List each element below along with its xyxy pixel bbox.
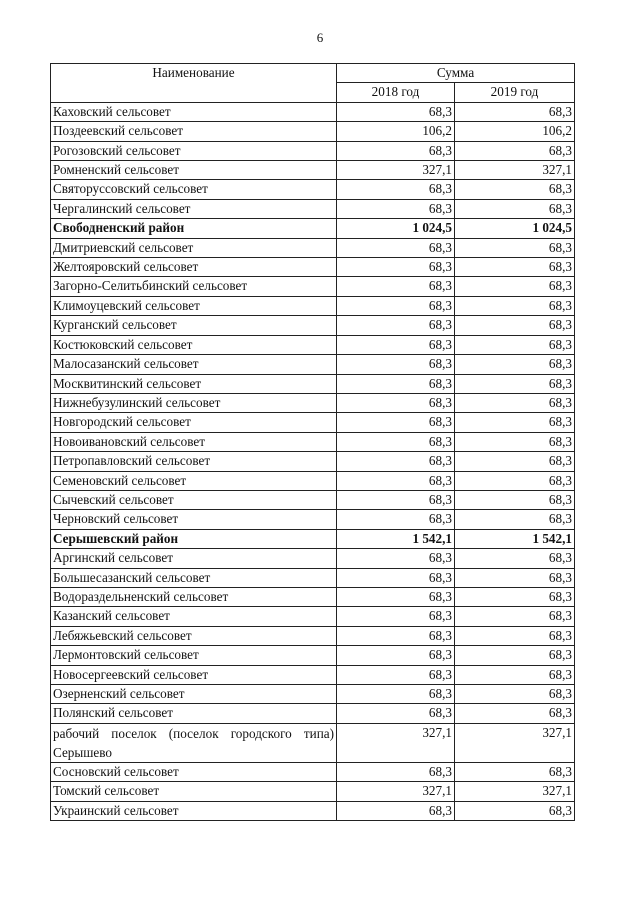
row-name-cell: Каховский сельсовет <box>51 102 337 121</box>
row-2018-cell: 68,3 <box>337 685 455 704</box>
row-2019-cell: 327,1 <box>455 723 575 762</box>
row-2018-cell: 327,1 <box>337 782 455 801</box>
row-2018-cell: 68,3 <box>337 471 455 490</box>
table-row <box>51 723 575 762</box>
table-row <box>51 199 575 218</box>
row-2019-cell: 68,3 <box>455 316 575 335</box>
row-2019-cell: 68,3 <box>455 102 575 121</box>
table-row <box>51 432 575 451</box>
row-2019-cell: 68,3 <box>455 704 575 723</box>
row-2019-cell: 68,3 <box>455 510 575 529</box>
row-2018-cell: 68,3 <box>337 452 455 471</box>
district-total-row <box>51 529 575 548</box>
table-row <box>51 626 575 645</box>
row-name-cell: Большесазанский сельсовет <box>51 568 337 587</box>
row-2018-cell: 68,3 <box>337 490 455 509</box>
row-2018-cell: 68,3 <box>337 762 455 781</box>
row-name-cell: Курганский сельсовет <box>51 316 337 335</box>
row-2018-cell: 68,3 <box>337 102 455 121</box>
row-2019-cell: 1 542,1 <box>455 529 575 548</box>
row-name-cell: Поздеевский сельсовет <box>51 122 337 141</box>
row-2018-cell: 68,3 <box>337 374 455 393</box>
row-name-cell: Лебяжьевский сельсовет <box>51 626 337 645</box>
header-sum: Сумма <box>337 64 575 83</box>
table-row <box>51 471 575 490</box>
row-2018-cell: 68,3 <box>337 607 455 626</box>
row-2018-cell: 106,2 <box>337 122 455 141</box>
row-name-cell: Полянский сельсовет <box>51 704 337 723</box>
row-2019-cell: 327,1 <box>455 161 575 180</box>
row-2018-cell: 68,3 <box>337 316 455 335</box>
row-2018-cell: 68,3 <box>337 277 455 296</box>
row-2019-cell: 68,3 <box>455 413 575 432</box>
table-row <box>51 782 575 801</box>
row-name-cell: Костюковский сельсовет <box>51 335 337 354</box>
row-name-cell: Москвитинский сельсовет <box>51 374 337 393</box>
row-2019-cell: 68,3 <box>455 587 575 606</box>
table-row <box>51 762 575 781</box>
header-name: Наименование <box>51 64 337 103</box>
row-2019-cell: 68,3 <box>455 335 575 354</box>
row-2019-cell: 68,3 <box>455 762 575 781</box>
budget-table <box>50 63 575 821</box>
row-2019-cell: 68,3 <box>455 801 575 820</box>
header-year-2018: 2018 год <box>337 83 455 102</box>
row-2019-cell: 68,3 <box>455 549 575 568</box>
row-2018-cell: 68,3 <box>337 510 455 529</box>
row-2018-cell: 68,3 <box>337 646 455 665</box>
row-2018-cell: 327,1 <box>337 161 455 180</box>
table-row <box>51 704 575 723</box>
row-name-cell: Загорно-Селитьбинский сельсовет <box>51 277 337 296</box>
row-name-cell: Рогозовский сельсовет <box>51 141 337 160</box>
table-row <box>51 607 575 626</box>
table-row <box>51 646 575 665</box>
row-2018-cell: 68,3 <box>337 549 455 568</box>
row-2018-cell: 68,3 <box>337 238 455 257</box>
row-2019-cell: 68,3 <box>455 490 575 509</box>
row-2019-cell: 68,3 <box>455 355 575 374</box>
row-2018-cell: 1 024,5 <box>337 219 455 238</box>
row-2018-cell: 68,3 <box>337 704 455 723</box>
row-2018-cell: 327,1 <box>337 723 455 762</box>
row-2018-cell: 68,3 <box>337 393 455 412</box>
row-name-cell: Чергалинский сельсовет <box>51 199 337 218</box>
page-number: 6 <box>316 30 324 45</box>
table-row <box>51 161 575 180</box>
district-total-row <box>51 219 575 238</box>
row-2018-cell: 68,3 <box>337 141 455 160</box>
row-2018-cell: 1 542,1 <box>337 529 455 548</box>
row-name-cell: Водораздельненский сельсовет <box>51 587 337 606</box>
table-row <box>51 801 575 820</box>
row-name-cell: Украинский сельсовет <box>51 801 337 820</box>
table-body <box>51 102 575 820</box>
row-2019-cell: 68,3 <box>455 238 575 257</box>
table-row <box>51 277 575 296</box>
table-row <box>51 316 575 335</box>
table-row <box>51 413 575 432</box>
row-2018-cell: 68,3 <box>337 801 455 820</box>
row-name-cell: Дмитриевский сельсовет <box>51 238 337 257</box>
table-row <box>51 238 575 257</box>
row-name-cell: Сычевский сельсовет <box>51 490 337 509</box>
row-name-cell: Семеновский сельсовет <box>51 471 337 490</box>
table-row <box>51 568 575 587</box>
table-row <box>51 510 575 529</box>
row-name-cell: Казанский сельсовет <box>51 607 337 626</box>
row-2019-cell: 68,3 <box>455 471 575 490</box>
table-row <box>51 258 575 277</box>
table-row <box>51 180 575 199</box>
row-2018-cell: 68,3 <box>337 335 455 354</box>
row-2019-cell: 68,3 <box>455 646 575 665</box>
row-2019-cell: 68,3 <box>455 141 575 160</box>
table-row <box>51 587 575 606</box>
row-2018-cell: 68,3 <box>337 180 455 199</box>
row-name-cell: Лермонтовский сельсовет <box>51 646 337 665</box>
row-2019-cell: 68,3 <box>455 296 575 315</box>
table-row <box>51 374 575 393</box>
row-name-cell: Святорусcовский сельсовет <box>51 180 337 199</box>
row-2019-cell: 68,3 <box>455 199 575 218</box>
row-2019-cell: 68,3 <box>455 685 575 704</box>
row-2018-cell: 68,3 <box>337 568 455 587</box>
row-2019-cell: 68,3 <box>455 374 575 393</box>
row-name-cell: Нижнебузулинский сельсовет <box>51 393 337 412</box>
table-row <box>51 141 575 160</box>
table-row <box>51 490 575 509</box>
row-2019-cell: 68,3 <box>455 607 575 626</box>
row-name-cell: Ромненский сельсовет <box>51 161 337 180</box>
row-name-cell: Новоивановский сельсовет <box>51 432 337 451</box>
row-2019-cell: 1 024,5 <box>455 219 575 238</box>
table-row <box>51 335 575 354</box>
row-2018-cell: 68,3 <box>337 296 455 315</box>
row-2018-cell: 68,3 <box>337 587 455 606</box>
row-name-cell: рабочий поселок (поселок городского типа) Серышево <box>51 723 337 762</box>
row-name-cell: Новосергеевский сельсовет <box>51 665 337 684</box>
table-row <box>51 393 575 412</box>
row-2018-cell: 68,3 <box>337 665 455 684</box>
header-year-2019: 2019 год <box>455 83 575 102</box>
row-2019-cell: 106,2 <box>455 122 575 141</box>
row-name-cell: Петропавловский сельсовет <box>51 452 337 471</box>
row-name-cell: Новгородский сельсовет <box>51 413 337 432</box>
row-2019-cell: 68,3 <box>455 277 575 296</box>
row-name-cell: Озерненский сельсовет <box>51 685 337 704</box>
row-2019-cell: 68,3 <box>455 258 575 277</box>
row-2018-cell: 68,3 <box>337 432 455 451</box>
row-name-cell: Аргинский сельсовет <box>51 549 337 568</box>
row-2019-cell: 68,3 <box>455 180 575 199</box>
table-row <box>51 665 575 684</box>
table-row <box>51 549 575 568</box>
row-2018-cell: 68,3 <box>337 199 455 218</box>
row-name-cell: Желтояровский сельсовет <box>51 258 337 277</box>
row-2019-cell: 327,1 <box>455 782 575 801</box>
table-row <box>51 122 575 141</box>
row-2018-cell: 68,3 <box>337 413 455 432</box>
table-row <box>51 685 575 704</box>
table-row <box>51 102 575 121</box>
row-name-cell: Климоуцевский сельсовет <box>51 296 337 315</box>
row-2018-cell: 68,3 <box>337 258 455 277</box>
row-name-cell: Томский сельсовет <box>51 782 337 801</box>
row-name-cell: Сосновский сельсовет <box>51 762 337 781</box>
row-name-cell: Серышевский район <box>51 529 337 548</box>
row-name-cell: Черновский сельсовет <box>51 510 337 529</box>
row-2019-cell: 68,3 <box>455 665 575 684</box>
row-name-cell: Свободненский район <box>51 219 337 238</box>
row-2019-cell: 68,3 <box>455 452 575 471</box>
row-2019-cell: 68,3 <box>455 432 575 451</box>
table-row <box>51 452 575 471</box>
row-name-cell: Малосазанский сельсовет <box>51 355 337 374</box>
table-row <box>51 296 575 315</box>
table-row <box>51 355 575 374</box>
row-2019-cell: 68,3 <box>455 568 575 587</box>
row-2018-cell: 68,3 <box>337 626 455 645</box>
row-2018-cell: 68,3 <box>337 355 455 374</box>
table-header-row <box>51 64 575 83</box>
row-2019-cell: 68,3 <box>455 393 575 412</box>
row-2019-cell: 68,3 <box>455 626 575 645</box>
